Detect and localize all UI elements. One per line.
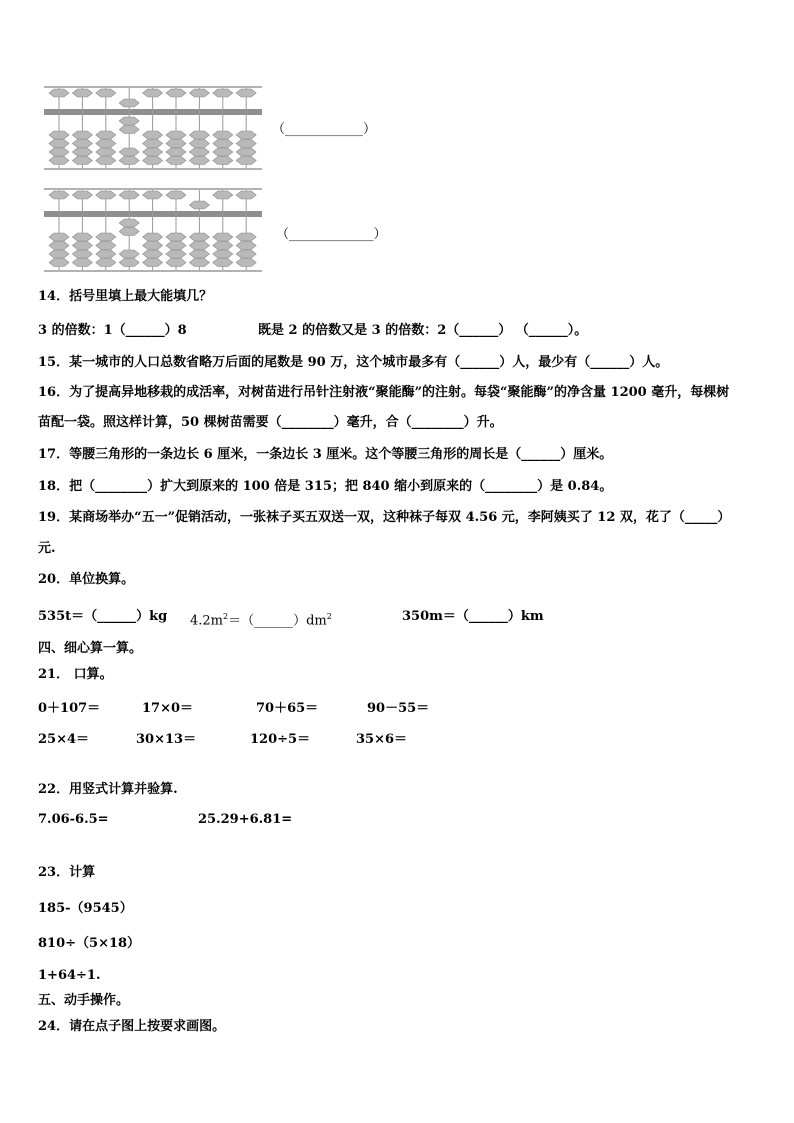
abacus-bead	[119, 148, 139, 156]
abacus-bead	[49, 131, 69, 139]
abacus-bead	[119, 126, 139, 134]
abacus-bead	[189, 201, 209, 209]
abacus-bead	[49, 157, 69, 165]
abacus-bead	[213, 140, 233, 148]
q21-r2-c3: 120÷5＝	[250, 732, 311, 747]
abacus-bead	[166, 259, 186, 267]
abacus-bead	[213, 89, 233, 97]
abacus-bead	[96, 131, 116, 139]
abacus-bead	[119, 259, 139, 267]
q21-r1-c2: 17×0＝	[142, 701, 194, 716]
abacus-bead	[166, 250, 186, 258]
abacus-bead	[96, 191, 116, 199]
q16-line2: 苗配一袋。照这样计算，50 棵树苗需要（________）毫升，合（________）升。	[38, 415, 503, 430]
abacus-bead	[189, 233, 209, 241]
q16-line1: 16．为了提高异地移栽的成活率，对树苗进行吊针注射液“聚能酶”的注射。每袋“聚能酶”的净含量 1200 毫升，每棵树	[38, 385, 730, 400]
abacus-bead	[236, 89, 256, 97]
abacus-bead	[166, 157, 186, 165]
abacus-bead	[213, 191, 233, 199]
abacus-bead	[96, 259, 116, 267]
q21-r2-c2: 30×13＝	[136, 732, 197, 747]
section-4-heading: 四、细心算一算。	[38, 641, 143, 656]
q19-line2: 元.	[38, 541, 56, 556]
abacus-bead	[96, 233, 116, 241]
q21-r2-c1: 25×4＝	[38, 732, 90, 747]
abacus-bead	[143, 259, 163, 267]
abacus-bead	[213, 148, 233, 156]
q14-right: 既是 2 的倍数又是 3 的倍数：2（______） （______）。	[258, 323, 588, 338]
abacus-bead	[72, 259, 92, 267]
abacus-bead	[72, 89, 92, 97]
abacus-bead	[72, 191, 92, 199]
abacus-bead	[49, 242, 69, 250]
abacus-bead	[213, 250, 233, 258]
q14-left: 3 的倍数：1（______）8	[38, 323, 187, 338]
abacus-bead	[143, 89, 163, 97]
abacus-bead	[72, 250, 92, 258]
q18: 18．把（________）扩大到原来的 100 倍是 315；把 840 缩小到原来的（________）是 0.84。	[38, 479, 613, 494]
abacus-bead	[96, 148, 116, 156]
abacus-bead	[119, 191, 139, 199]
abacus-bead	[143, 233, 163, 241]
abacus-bead	[189, 242, 209, 250]
abacus-bead	[49, 89, 69, 97]
abacus-bead	[143, 148, 163, 156]
abacus-bead	[236, 242, 256, 250]
q20-a: 535t＝（______）kg	[38, 609, 168, 624]
q21-r1-c3: 70＋65＝	[256, 701, 319, 716]
q23-title: 23．计算	[38, 865, 96, 880]
abacus-2	[44, 188, 262, 272]
abacus-bead	[72, 233, 92, 241]
abacus-bead	[143, 242, 163, 250]
section-5-heading: 五、动手操作。	[38, 993, 130, 1008]
abacus-bead	[213, 157, 233, 165]
abacus-bead	[49, 191, 69, 199]
q23-e2: 810÷（5×18）	[38, 936, 141, 951]
abacus-bead	[119, 117, 139, 125]
abacus-bead	[236, 250, 256, 258]
abacus-1	[44, 86, 262, 170]
abacus-bead	[236, 157, 256, 165]
abacus-bead	[166, 242, 186, 250]
q21-r1-c1: 0＋107＝	[38, 701, 101, 716]
abacus-bead	[96, 250, 116, 258]
abacus-bead	[119, 99, 139, 107]
q21-r2-c4: 35×6＝	[356, 732, 408, 747]
abacus-bead	[189, 259, 209, 267]
q19-line1: 19．某商场举办“五一”促销活动，一张袜子买五双送一双，这种袜子每双 4.56 元，李阿姨买了 12 双，花了（_____）	[38, 510, 731, 525]
abacus-bead	[49, 233, 69, 241]
abacus-bead	[189, 148, 209, 156]
abacus-bead	[236, 140, 256, 148]
abacus-bead	[213, 259, 233, 267]
abacus-bead	[72, 157, 92, 165]
abacus-bead	[96, 89, 116, 97]
abacus-bead	[72, 140, 92, 148]
abacus-bead	[143, 131, 163, 139]
q21-title: 21． 口算。	[38, 667, 113, 682]
q22-a: 7.06-6.5=	[38, 812, 109, 827]
abacus-bead	[166, 140, 186, 148]
abacus-bead	[72, 242, 92, 250]
q20-b: $4.2m^2=(\_\_\_\_\_\_)dm^2$	[190, 612, 332, 629]
abacus-bead	[96, 157, 116, 165]
abacus-bead	[166, 233, 186, 241]
q23-e3: 1+64÷1.	[38, 968, 101, 983]
abacus-bead	[96, 242, 116, 250]
abacus-bead	[72, 131, 92, 139]
abacus-bead	[213, 242, 233, 250]
abacus-bead	[72, 148, 92, 156]
abacus-bead	[236, 191, 256, 199]
abacus-bead	[119, 228, 139, 236]
abacus-bead	[213, 233, 233, 241]
abacus-bead	[236, 233, 256, 241]
q22-title: 22．用竖式计算并验算.	[38, 782, 178, 797]
abacus-bead	[213, 131, 233, 139]
abacus-1-answer: （____________）	[272, 122, 377, 137]
abacus-bead	[236, 148, 256, 156]
q24: 24．请在点子图上按要求画图。	[38, 1019, 226, 1034]
abacus-bead	[166, 89, 186, 97]
q20-title: 20．单位换算。	[38, 572, 135, 587]
abacus-bead	[166, 148, 186, 156]
abacus-bead	[119, 157, 139, 165]
q15: 15．某一城市的人口总数省略万后面的尾数是 90 万，这个城市最多有（______）人，最少有（______）人。	[38, 355, 669, 370]
abacus-bead	[143, 250, 163, 258]
q23-e1: 185-（9545）	[38, 901, 133, 916]
abacus-bead	[166, 191, 186, 199]
abacus-bead	[49, 140, 69, 148]
q17: 17．等腰三角形的一条边长 6 厘米，一条边长 3 厘米。这个等腰三角形的周长是（______）厘米。	[38, 447, 613, 462]
abacus-bead	[189, 89, 209, 97]
abacus-bead	[49, 250, 69, 258]
abacus-bead	[189, 250, 209, 258]
abacus-bead	[143, 191, 163, 199]
q14-title: 14．括号里填上最大能填几？	[38, 289, 213, 304]
abacus-bead	[96, 140, 116, 148]
abacus-bead	[119, 219, 139, 227]
abacus-2-answer: （_____________）	[276, 227, 387, 242]
abacus-bead	[49, 259, 69, 267]
abacus-bead	[119, 250, 139, 258]
abacus-bead	[143, 157, 163, 165]
abacus-bead	[189, 140, 209, 148]
q20-c: 350m＝（______）km	[402, 609, 544, 624]
abacus-bead	[49, 148, 69, 156]
abacus-bead	[189, 131, 209, 139]
q22-b: 25.29+6.81=	[198, 812, 293, 827]
abacus-bead	[143, 140, 163, 148]
abacus-bead	[166, 131, 186, 139]
q21-r1-c4: 90－55＝	[367, 701, 430, 716]
abacus-bead	[189, 157, 209, 165]
abacus-bead	[236, 259, 256, 267]
abacus-bead	[236, 131, 256, 139]
